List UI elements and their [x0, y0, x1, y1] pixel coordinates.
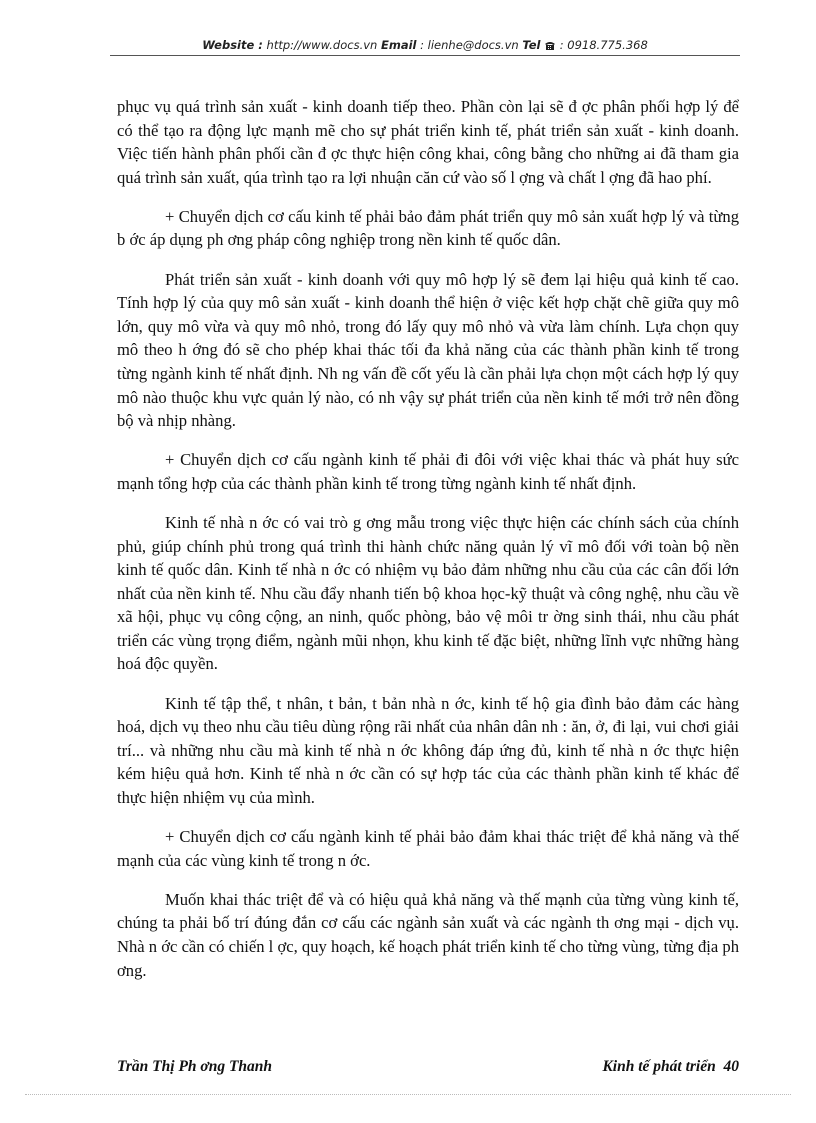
email-label: Email [380, 38, 417, 52]
paragraph: + Chuyển dịch cơ cấu kinh tế phải bảo đảm phát triển quy mô sản xuất hợp lý và từng b ớc áp dụng ph ơng pháp công nghiệp trong nền kinh tế quốc dân. [117, 206, 739, 250]
header-divider [110, 55, 740, 56]
paragraph: Phát triển sản xuất - kinh doanh với quy mô hợp lý sẽ đem lại hiệu quả kinh tế cao. Tính hợp lý của quy mô sản xuất - kinh doanh thể hiện ở việc kết hợp chặt chẽ giữa quy mô lớn, quy mô vừa và quy mô nhỏ, trong đó lấy quy mô nhỏ và vừa làm chính. Lựa chọn quy mô theo h ớng đó sẽ cho phép khai thác tối đa khả năng của các thành phần kinh tế trong từng ngành kinh tế nhất định. Nh ng vấn đề cốt yếu là cần phải lựa chọn một cách hợp lý quy mô nào thuộc khu vực quản lý nào, có nh vậy sự phát triển của nền kinh tế mới trở nên đồng bộ và nhịp nhàng. [117, 269, 739, 431]
paragraph: + Chuyển dịch cơ cấu ngành kinh tế phải bảo đảm khai thác triệt để khả năng và thế mạnh của các vùng kinh tế trong n ớc. [117, 827, 739, 870]
paragraph: + Chuyển dịch cơ cấu ngành kinh tế phải đi đôi với việc khai thác và phát huy sức mạnh tổng hợp của các thành phần kinh tế trong từng ngành kinh tế nhất định. [117, 450, 739, 493]
paragraph: Kinh tế nhà n ớc có vai trò g ơng mẫu trong việc thực hiện các chính sách của chính phủ, giúp chính phủ trong quá trình thi hành chức năng quản lý vĩ mô đối với toàn bộ nền kinh tế quốc dân. Kinh tế nhà n ớc có nhiệm vụ bảo đảm những nhu cầu của các cân đối lớn nhất của nền kinh tế. Nhu cầu đẩy nhanh tiến bộ khoa học-kỹ thuật và công nghệ, nhu cầu về xã hội, phục vụ công cộng, an ninh, quốc phòng, bảo vệ môi tr ờng sinh thái, nhu cầu phát triển các vùng trọng điểm, ngành mũi nhọn, khu kinh tế đặc biệt, những lĩnh vực những hàng hoá độc quyền. [117, 512, 739, 674]
footer-author: Trần Thị Ph ơng Thanh [117, 1058, 273, 1075]
phone-icon [545, 41, 555, 50]
website-link[interactable]: http://www.docs.vn [266, 38, 378, 52]
bottom-dotted-rule [25, 1094, 791, 1095]
paragraph: Muốn khai thác triệt để và có hiệu quả khả năng và thế mạnh của từng vùng kinh tế, chúng ta phải bố trí đúng đắn cơ cấu các ngành sản xuất và các ngành th ơng mại - dịch vụ. Nhà n ớc cần có chiến l ợc, quy hoạch, kế hoạch phát triển kinh tế cho từng vùng, từng địa ph ơng. [117, 889, 739, 980]
tel-label: Tel [522, 38, 541, 52]
footer-course-page [602, 1058, 739, 1076]
document-body [117, 95, 739, 998]
header-contact-line [110, 38, 740, 52]
tel-value: : 0918.775.368 [559, 38, 648, 52]
website-label: Website : [202, 38, 263, 52]
paragraph: Kinh tế tập thể, t nhân, t bản, t bản nhà n ớc, kinh tế hộ gia đình bảo đảm các hàng hoá, dịch vụ theo nhu cầu tiêu dùng rộng rãi nhất của nhân dân nh : ăn, ở, đi lại, vui chơi giải trí... và những nhu cầu mà kinh tế nhà n ớc không đáp ứng đủ, kinh tế nhà n ớc thực hiện kém hiệu quả hơn. Kinh tế nhà n ớc cần có sự hợp tác của các thành phần kinh tế khác để thực hiện nhiệm vụ của mình. [117, 693, 739, 807]
page-number: 40 [723, 1058, 739, 1075]
footer-course: Kinh tế phát triển [602, 1058, 716, 1075]
page-header [110, 36, 740, 58]
email-link[interactable]: : lienhe@docs.vn [420, 38, 519, 52]
paragraph: phục vụ quá trình sản xuất - kinh doanh tiếp theo. Phần còn lại sẽ đ ợc phân phối hợp lý để có thể tạo ra động lực mạnh mẽ cho sự phát triển kinh tế, phát triển sản xuất - kinh doanh. Việc tiến hành phân phối cần đ ợc thực hiện công khai, công bằng cho những ai đã tham gia quá trình sản xuất, qúa trình tạo ra lợi nhuận căn cứ vào số l ợng và chất l ợng đã hao phí. [117, 97, 739, 187]
page-footer [117, 1058, 739, 1078]
